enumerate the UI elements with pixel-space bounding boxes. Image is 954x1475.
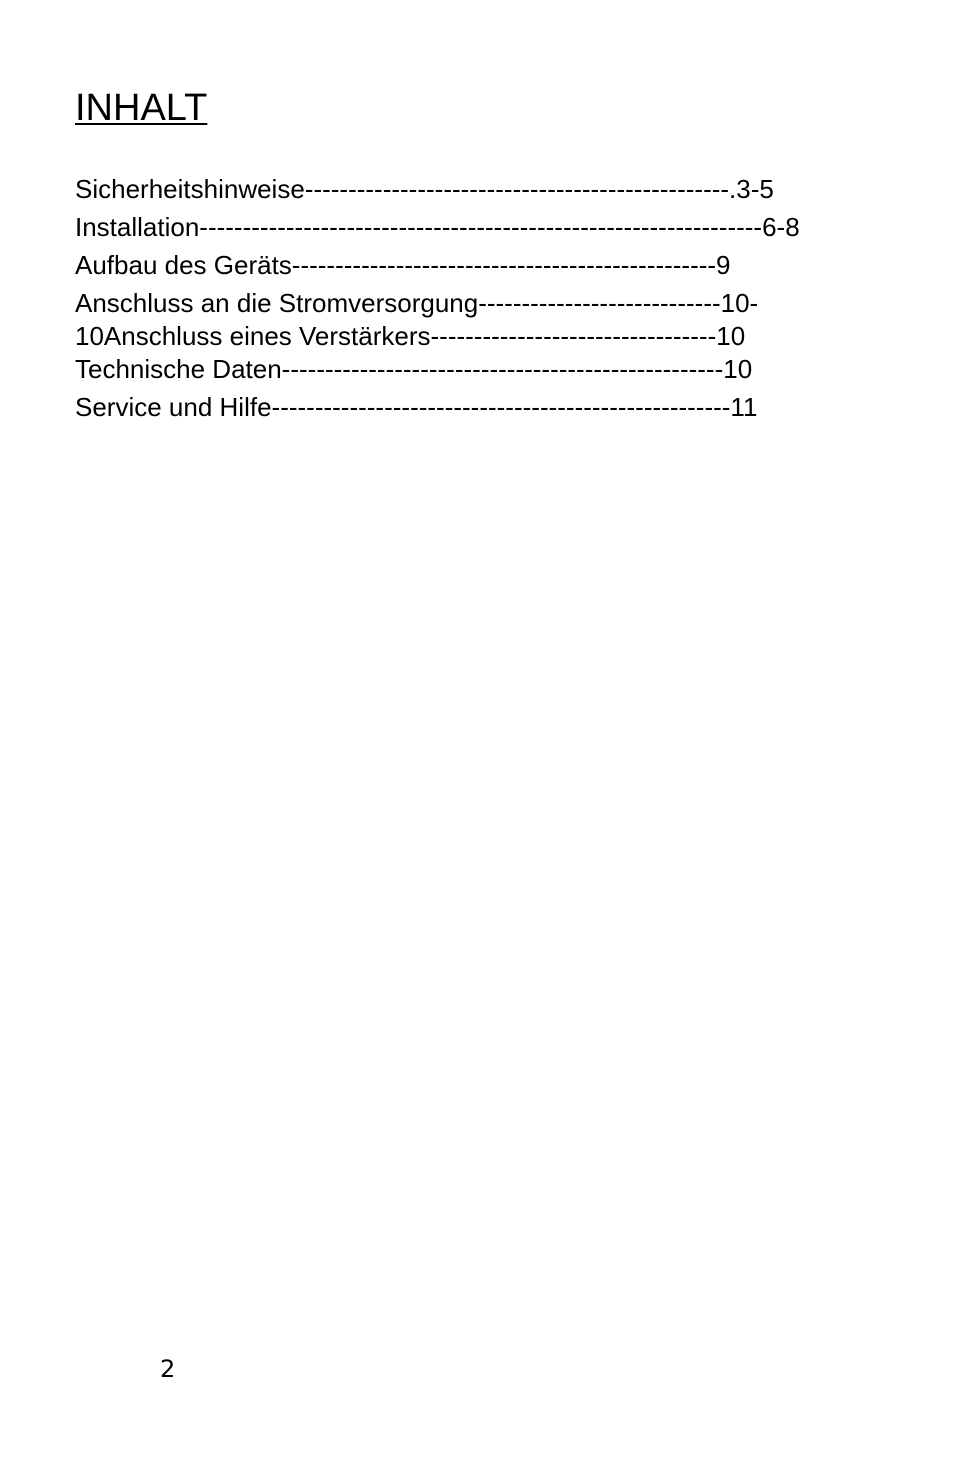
toc-entry-technische-daten: Technische Daten---------------------------------------------------10 bbox=[75, 354, 753, 384]
toc-entry-aufbau: Aufbau des Geräts-------------------------------------------------9 bbox=[75, 250, 731, 280]
toc-entry-stromversorgung: Anschluss an die Stromversorgung----------------------------10- bbox=[75, 288, 759, 318]
toc-entry-verstaerker: 10Anschluss eines Verstärkers---------------------------------10 bbox=[75, 321, 746, 351]
page-title: INHALT bbox=[75, 87, 208, 129]
toc-entry-installation: Installation-----------------------------------------------------------------6-8 bbox=[75, 212, 800, 242]
toc-entry-service: Service und Hilfe-----------------------------------------------------11 bbox=[75, 392, 758, 422]
page-number: 2 bbox=[160, 1355, 176, 1383]
toc-entry-sicherheitshinweise: Sicherheitshinweise-------------------------------------------------.3-5 bbox=[75, 174, 774, 204]
